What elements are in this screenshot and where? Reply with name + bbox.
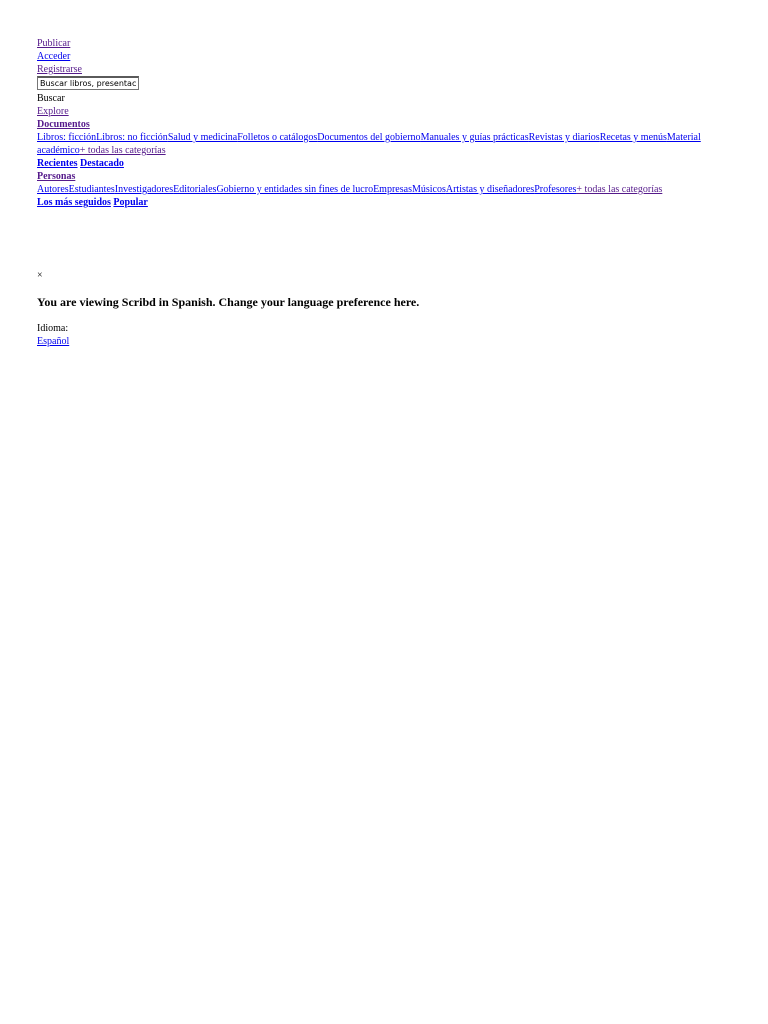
doc-category-academic[interactable]: Material académico xyxy=(37,132,701,156)
people-category-list xyxy=(37,183,737,196)
doc-category-magazines[interactable]: Revistas y diarios xyxy=(528,132,600,143)
page-header xyxy=(37,37,737,209)
documents-filter-recent[interactable]: Recientes xyxy=(37,158,78,169)
signup-link[interactable]: Registrarse xyxy=(37,64,82,75)
documents-category-list xyxy=(37,131,737,157)
people-category-musicians[interactable]: Músicos xyxy=(411,184,446,195)
people-category-business[interactable]: Empresas xyxy=(373,184,412,195)
documents-filter-list xyxy=(37,157,737,170)
people-category-researchers[interactable]: Investigadores xyxy=(114,184,174,195)
language-label: Idioma: xyxy=(37,323,69,334)
people-category-nonprofit[interactable]: Gobierno y entidades sin fines de lucro xyxy=(216,184,374,195)
doc-category-all[interactable]: + todas las categorías xyxy=(79,145,166,156)
search-input[interactable] xyxy=(37,76,139,90)
people-category-authors[interactable]: Autores xyxy=(37,184,69,195)
people-category-artists[interactable]: Artistas y diseñadores xyxy=(445,184,535,195)
language-banner xyxy=(37,270,737,348)
doc-category-nonfiction[interactable]: Libros: no ficción xyxy=(96,132,168,143)
documents-filter-featured[interactable]: Destacado xyxy=(80,158,124,169)
doc-category-brochures[interactable]: Folletos o catálogos xyxy=(237,132,318,143)
people-category-students[interactable]: Estudiantes xyxy=(68,184,115,195)
people-filter-list xyxy=(37,196,737,209)
login-link[interactable]: Acceder xyxy=(37,51,71,62)
publish-link[interactable]: Publicar xyxy=(37,38,71,49)
language-banner-message: You are viewing Scribd in Spanish. Change your language preference here. xyxy=(37,295,420,309)
people-category-all[interactable]: + todas las categorías xyxy=(576,184,663,195)
people-filter-popular[interactable]: Popular xyxy=(113,197,148,208)
people-category-teachers[interactable]: Profesores xyxy=(534,184,577,195)
people-category-publishers[interactable]: Editoriales xyxy=(173,184,217,195)
doc-category-manuals[interactable]: Manuales y guías prácticas xyxy=(420,132,529,143)
doc-category-health[interactable]: Salud y medicina xyxy=(167,132,238,143)
people-link[interactable]: Personas xyxy=(37,171,76,182)
doc-category-recipes[interactable]: Recetas y menús xyxy=(599,132,667,143)
doc-category-government[interactable]: Documentos del gobierno xyxy=(317,132,421,143)
language-option-spanish[interactable]: Español xyxy=(37,336,70,347)
doc-category-fiction[interactable]: Libros: ficción xyxy=(37,132,97,143)
close-icon[interactable]: × xyxy=(37,270,43,281)
people-filter-most-followed[interactable]: Los más seguidos xyxy=(37,197,111,208)
documents-link[interactable]: Documentos xyxy=(37,119,90,130)
search-label: Buscar xyxy=(37,93,65,104)
explore-link[interactable]: Explore xyxy=(37,106,69,117)
